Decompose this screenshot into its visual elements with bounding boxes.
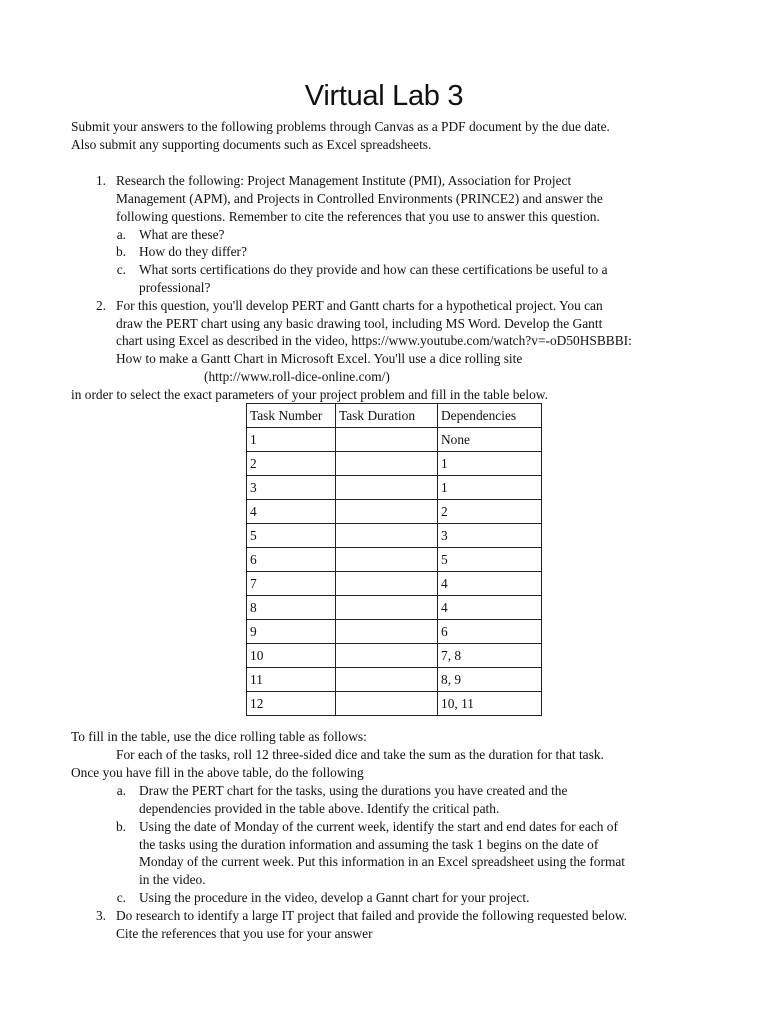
task-duration-cell	[336, 668, 438, 692]
q1-sub-label: b.	[115, 244, 126, 259]
dependencies-cell: 1	[438, 476, 542, 500]
q2-sub-item: Using the date of Monday of the current week, identify the start and end dates for each of	[139, 819, 618, 834]
table-row	[247, 668, 542, 692]
task-duration-cell	[336, 620, 438, 644]
q3-line: Do research to identify a large IT project that failed and provide the following requested below.	[116, 908, 628, 923]
table-header: Dependencies	[438, 404, 542, 428]
table-header: Task Duration	[336, 404, 438, 428]
q2-sub-item: Using the procedure in the video, develop a Gannt chart for your project.	[139, 890, 530, 905]
dice-site-link: (http://www.roll-dice-online.com/)	[204, 369, 390, 384]
q2-number: 2.	[95, 298, 106, 313]
q2-line: draw the PERT chart using any basic drawing tool, including MS Word. Develop the Gantt	[116, 316, 603, 331]
task-number-cell: 10	[247, 644, 336, 668]
table-body	[247, 428, 542, 716]
task-duration-cell	[336, 596, 438, 620]
q1-number: 1.	[95, 173, 106, 188]
table-row	[247, 596, 542, 620]
table-row	[247, 548, 542, 572]
table-row	[247, 644, 542, 668]
q1-line: Research the following: Project Management Institute (PMI), Association for Project	[116, 173, 572, 188]
intro-line: Also submit any supporting documents such as Excel spreadsheets.	[71, 137, 432, 152]
q1-sub-item: How do they differ?	[139, 244, 247, 259]
task-number-cell: 12	[247, 692, 336, 716]
q2-continuation: in order to select the exact parameters of your project problem and fill in the table below.	[71, 387, 548, 402]
dependencies-cell: 8, 9	[438, 668, 542, 692]
table-row	[247, 428, 542, 452]
q1-line: following questions. Remember to cite the references that you use to answer this question.	[116, 209, 600, 224]
table-row	[247, 572, 542, 596]
q1-sub-label: a.	[116, 227, 126, 242]
task-table	[246, 403, 542, 716]
task-number-cell: 6	[247, 548, 336, 572]
task-number-cell: 4	[247, 500, 336, 524]
q1-sub-item: What sorts certifications do they provide and how can these certifications be useful to a	[139, 262, 608, 277]
q2-sub-item: in the video.	[139, 872, 206, 887]
q1-sub-label: c.	[116, 262, 126, 277]
q2-sub-item: the tasks using the duration information and assuming the task 1 begins on the date of	[139, 837, 599, 852]
q1-line: Management (APM), and Projects in Controlled Environments (PRINCE2) and answer the	[116, 191, 603, 206]
page-title: Virtual Lab 3	[304, 80, 464, 112]
dependencies-cell: 5	[438, 548, 542, 572]
q1-sub-item: professional?	[139, 280, 211, 295]
table-row	[247, 620, 542, 644]
task-duration-cell	[336, 500, 438, 524]
task-duration-cell	[336, 692, 438, 716]
instruction-line: Once you have fill in the above table, do the following	[71, 765, 364, 780]
intro-line: Submit your answers to the following problems through Canvas as a PDF document by the due date.	[71, 119, 610, 134]
q2-sub-label: c.	[116, 890, 126, 905]
task-number-cell: 1	[247, 428, 336, 452]
q3-line: Cite the references that you use for your answer	[116, 926, 373, 941]
table-row	[247, 476, 542, 500]
table-row	[247, 692, 542, 716]
task-duration-cell	[336, 644, 438, 668]
q2-line: chart using Excel as described in the video, https://www.youtube.com/watch?v=-oD50HSBBBI:	[116, 333, 632, 348]
task-number-cell: 7	[247, 572, 336, 596]
task-duration-cell	[336, 476, 438, 500]
task-duration-cell	[336, 572, 438, 596]
q2-sub-item: Monday of the current week. Put this information in an Excel spreadsheet using the format	[139, 854, 626, 869]
task-number-cell: 2	[247, 452, 336, 476]
task-duration-cell	[336, 452, 438, 476]
instruction-line: For each of the tasks, roll 12 three-sided dice and take the sum as the duration for that task.	[116, 747, 604, 762]
task-number-cell: 5	[247, 524, 336, 548]
instruction-line: To fill in the table, use the dice rolling table as follows:	[71, 729, 367, 744]
dependencies-cell: 10, 11	[438, 692, 542, 716]
dependencies-cell: 6	[438, 620, 542, 644]
task-duration-cell	[336, 428, 438, 452]
q2-line: For this question, you'll develop PERT and Gantt charts for a hypothetical project. You can	[116, 298, 603, 313]
dependencies-cell: 1	[438, 452, 542, 476]
q2-sub-item: dependencies provided in the table above. Identify the critical path.	[139, 801, 500, 816]
table-row	[247, 524, 542, 548]
table-header-row	[247, 404, 542, 428]
table-header: Task Number	[247, 404, 336, 428]
task-number-cell: 3	[247, 476, 336, 500]
dependencies-cell: 4	[438, 572, 542, 596]
q1-sub-item: What are these?	[139, 227, 225, 242]
table-row	[247, 500, 542, 524]
dependencies-cell: 2	[438, 500, 542, 524]
q2-sub-label: a.	[116, 783, 126, 798]
dependencies-cell: 4	[438, 596, 542, 620]
dependencies-cell: 3	[438, 524, 542, 548]
q3-number: 3.	[95, 908, 106, 923]
dependencies-cell: 7, 8	[438, 644, 542, 668]
task-number-cell: 8	[247, 596, 336, 620]
q2-sub-label: b.	[115, 819, 126, 834]
task-number-cell: 9	[247, 620, 336, 644]
q2-line: How to make a Gantt Chart in Microsoft Excel. You'll use a dice rolling site	[116, 351, 523, 366]
table-row	[247, 452, 542, 476]
dependencies-cell: None	[438, 428, 542, 452]
task-duration-cell	[336, 548, 438, 572]
task-number-cell: 11	[247, 668, 336, 692]
q2-sub-item: Draw the PERT chart for the tasks, using the durations you have created and the	[139, 783, 568, 798]
task-duration-cell	[336, 524, 438, 548]
